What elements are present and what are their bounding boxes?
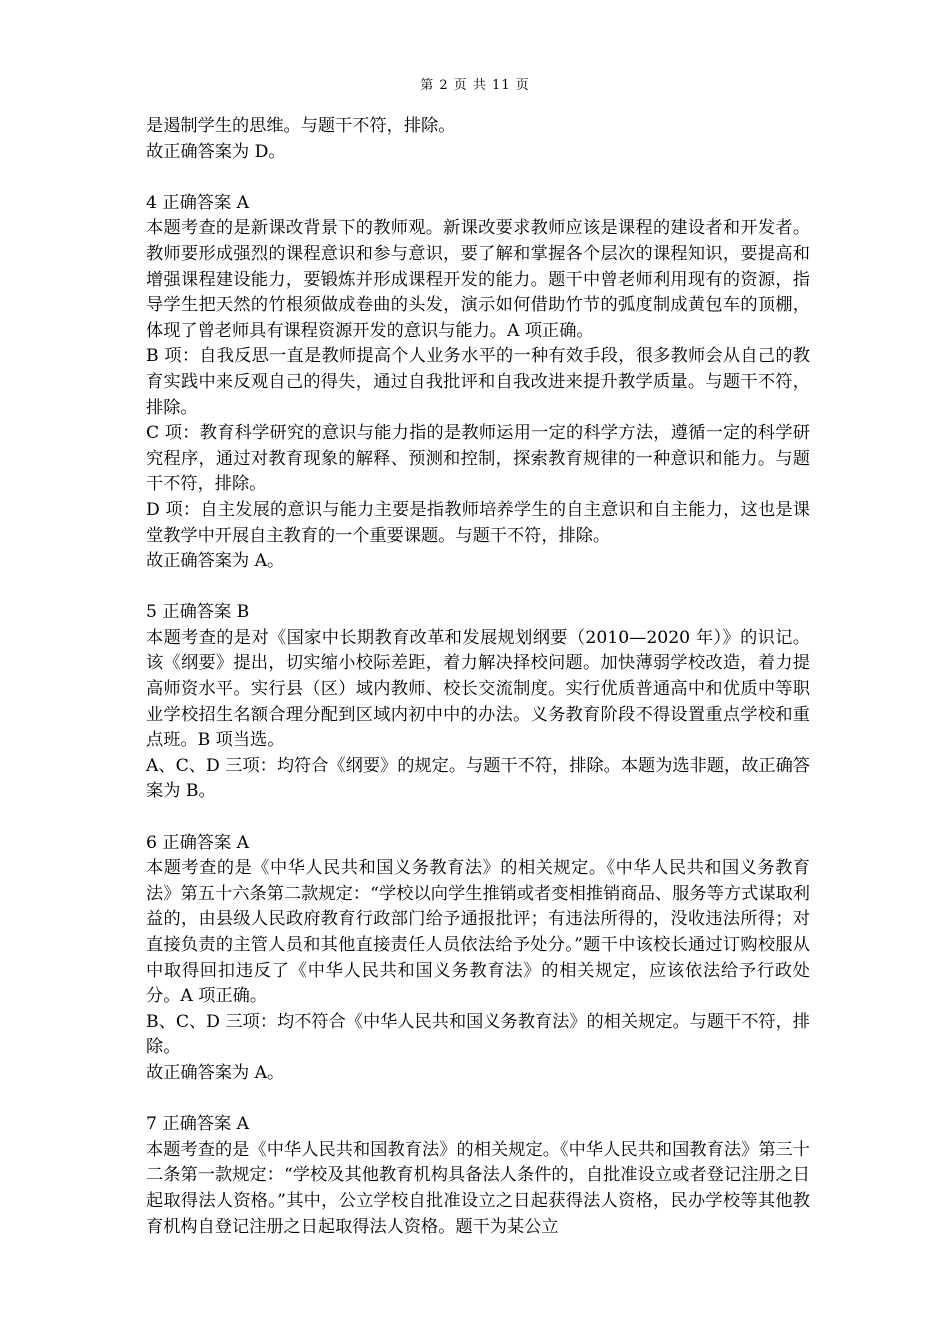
option-analysis-acd: A、C、D 三项：均符合《纲要》的规定。与题干不符，排除。本题为选非题，故正确答案为 B。	[146, 755, 810, 802]
section-question-6	[146, 831, 810, 1087]
paragraph: 本题考查的是《中华人民共和国教育法》的相关规定。《中华人民共和国教育法》第三十二条第一款规定：“学校及其他教育机构具备法人条件的，自批准设立或者登记注册之日起取得法人资格。”其中，公立学校自批准设立之日起获得法人资格，民办学校等其他教育机构自登记注册之日起取得法人资格。题干为某公立	[146, 1139, 810, 1237]
answer-explanations	[146, 114, 810, 1240]
section-question-4	[146, 191, 810, 575]
option-analysis-d: D 项：自主发展的意识与能力主要是指教师培养学生的自主意识和自主能力，这也是课堂教学中开展自主教育的一个重要课题。与题干不符，排除。	[146, 499, 810, 546]
page-number-header: 第 2 页 共 11 页	[420, 78, 530, 93]
answer-heading: 7 正确答案 A	[146, 1114, 250, 1135]
section-continuation	[146, 114, 810, 165]
answer-conclusion: 故正确答案为 D。	[146, 141, 286, 162]
paragraph: 本题考查的是对《国家中长期教育改革和发展规划纲要（2010—2020 年）》的识记。该《纲要》提出，切实缩小校际差距，着力解决择校问题。加快薄弱学校改造，着力提高师资水平。实行县（区）域内教师、校长交流制度。实行优质普通高中和优质中等职业学校招生名额合理分配到区域内初中中的办法。义务教育阶段不得设置重点学校和重点班。B 项当选。	[146, 627, 810, 751]
section-question-7	[146, 1112, 810, 1240]
paragraph: 是遏制学生的思维。与题干不符，排除。	[146, 116, 456, 136]
answer-conclusion: 故正确答案为 A。	[146, 551, 285, 572]
paragraph: 本题考查的是《中华人民共和国义务教育法》的相关规定。《中华人民共和国义务教育法》第五十六条第二款规定：“学校以向学生推销或者变相推销商品、服务等方式谋取利益的，由县级人民政府教育行政部门给予通报批评；有违法所得的，没收违法所得；对直接负责的主管人员和其他直接责任人员依法给予处分。”题干中该校长通过订购校服从中取得回扣违反了《中华人民共和国义务教育法》的相关规定，应该依法给予行政处分。A 项正确。	[146, 858, 810, 1007]
option-analysis-b: B 项：自我反思一直是教师提高个人业务水平的一种有效手段，很多教师会从自己的教育实践中来反观自己的得失，通过自我批评和自我改进来提升教学质量。与题干不符，排除。	[146, 346, 810, 418]
option-analysis-c: C 项：教育科学研究的意识与能力指的是教师运用一定的科学方法，遵循一定的科学研究程序，通过对教育现象的解释、预测和控制，探索教育规律的一种意识和能力。与题干不符，排除。	[146, 423, 810, 495]
option-analysis-bcd: B、C、D 三项：均不符合《中华人民共和国义务教育法》的相关规定。与题干不符，排除。	[146, 1011, 810, 1058]
section-question-5	[146, 600, 810, 805]
answer-heading: 6 正确答案 A	[146, 832, 250, 853]
answer-heading: 4 正确答案 A	[146, 192, 250, 213]
answer-heading: 5 正确答案 B	[146, 602, 250, 623]
paragraph: 本题考查的是新课改背景下的教师观。新课改要求教师应该是课程的建设者和开发者。教师要形成强烈的课程意识和参与意识，要了解和掌握各个层次的课程知识，要提高和增强课程建设能力，要锻炼并形成课程开发的能力。题干中曾老师利用现有的资源，指导学生把天然的竹根须做成卷曲的头发，演示如何借助竹节的弧度制成黄包车的顶棚，体现了曾老师具有课程资源开发的意识与能力。A 项正确。	[146, 218, 810, 341]
answer-conclusion: 故正确答案为 A。	[146, 1062, 285, 1083]
